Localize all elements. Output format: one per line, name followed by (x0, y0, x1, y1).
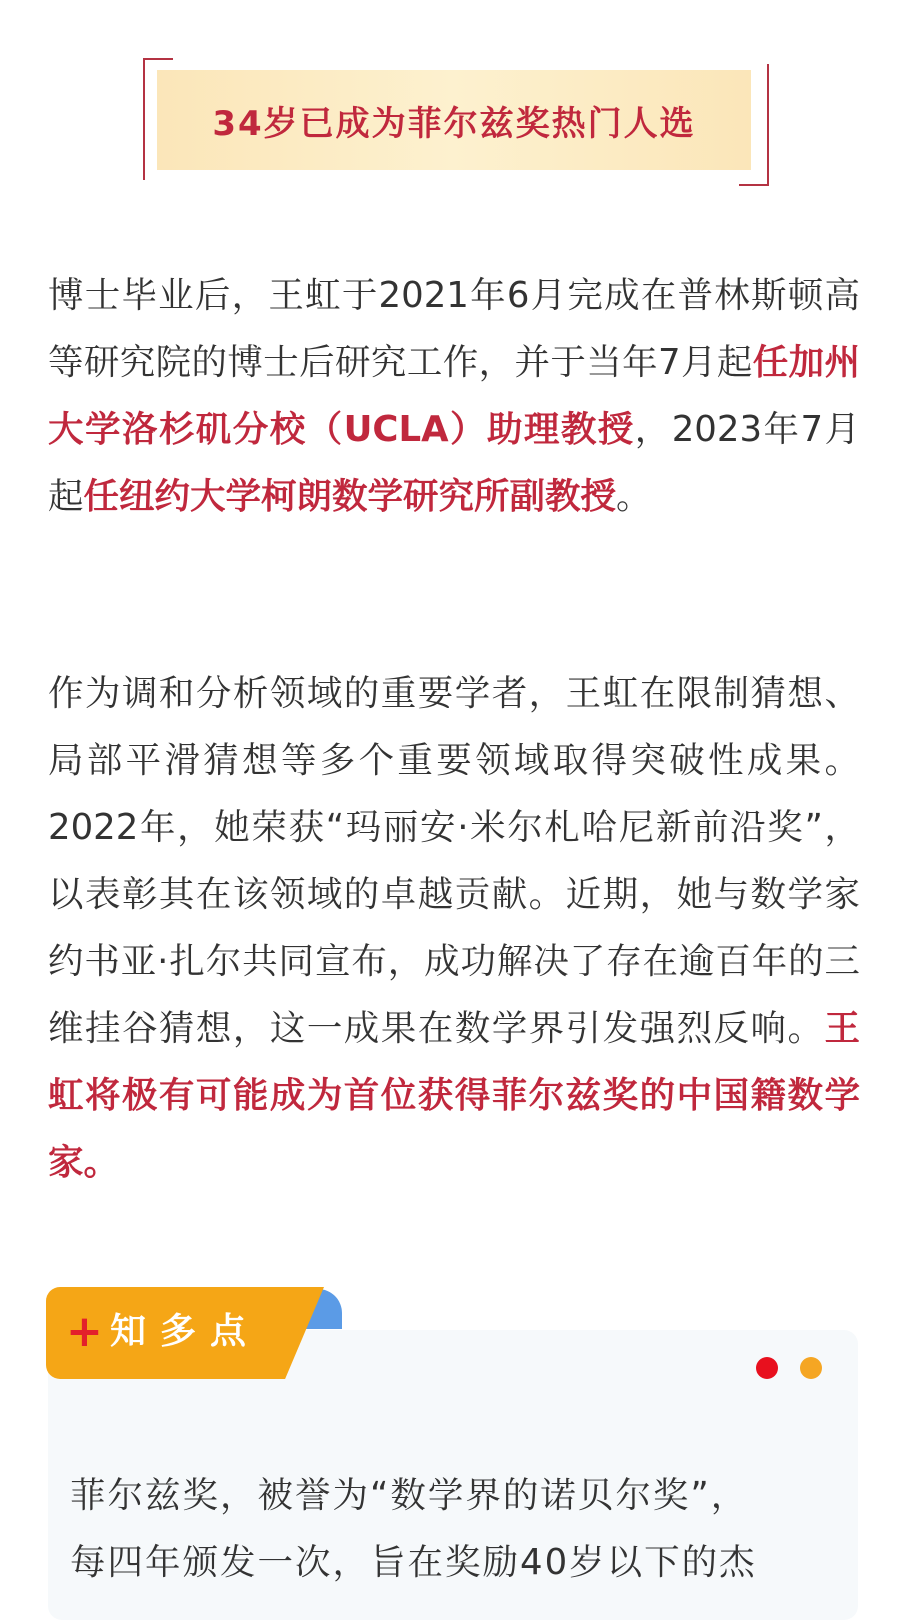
knowledge-tab-label: 知多点 (110, 1311, 261, 1352)
p2-highlight-fields: 王虹将极有可能成为首位获得菲尔兹奖的中国籍数学家。 (48, 1008, 860, 1183)
plus-icon: + (66, 1306, 103, 1357)
card-line-1: 菲尔兹奖，被誉为“数学界的诺贝尔奖”， (70, 1475, 749, 1516)
p1-highlight-ucla: 任加州大学洛杉矶分校（UCLA）助理教授 (48, 342, 860, 450)
section-title-box (157, 70, 751, 170)
p1-text-1: 博士毕业后，王虹于2021年6月完成在普林斯顿高等研究院的博士后研究工作，并于当年7月起 (48, 275, 860, 383)
p1-text-3: 。 (616, 476, 652, 517)
paragraph-achievements (48, 660, 860, 1196)
section-title: 34岁已成为菲尔兹奖热门人选 (212, 103, 696, 144)
p1-highlight-nyu: 任纽约大学柯朗数学研究所副教授 (83, 476, 617, 517)
p2-text-1: 作为调和分析领域的重要学者，王虹在限制猜想、局部平滑猜想等多个重要领域取得突破性成果。2022年，她荣获“玛丽安·米尔札哈尼新前沿奖”，以表彰其在该领域的卓越贡献。近期，她与数学家约书亚·扎尔共同宣布，成功解决了存在逾百年的三维挂谷猜想，这一成果在数学界引发强烈反响。 (48, 673, 860, 1049)
red-dot-icon (756, 1357, 778, 1379)
section-title-frame (143, 58, 769, 186)
card-line-2: 每四年颁发一次，旨在奖励40岁以下的杰 (70, 1542, 757, 1583)
knowledge-card-text (70, 1462, 850, 1596)
orange-dot-icon (800, 1357, 822, 1379)
p1-text-2: ，2023年7月起 (48, 409, 860, 517)
paragraph-career (48, 262, 860, 530)
